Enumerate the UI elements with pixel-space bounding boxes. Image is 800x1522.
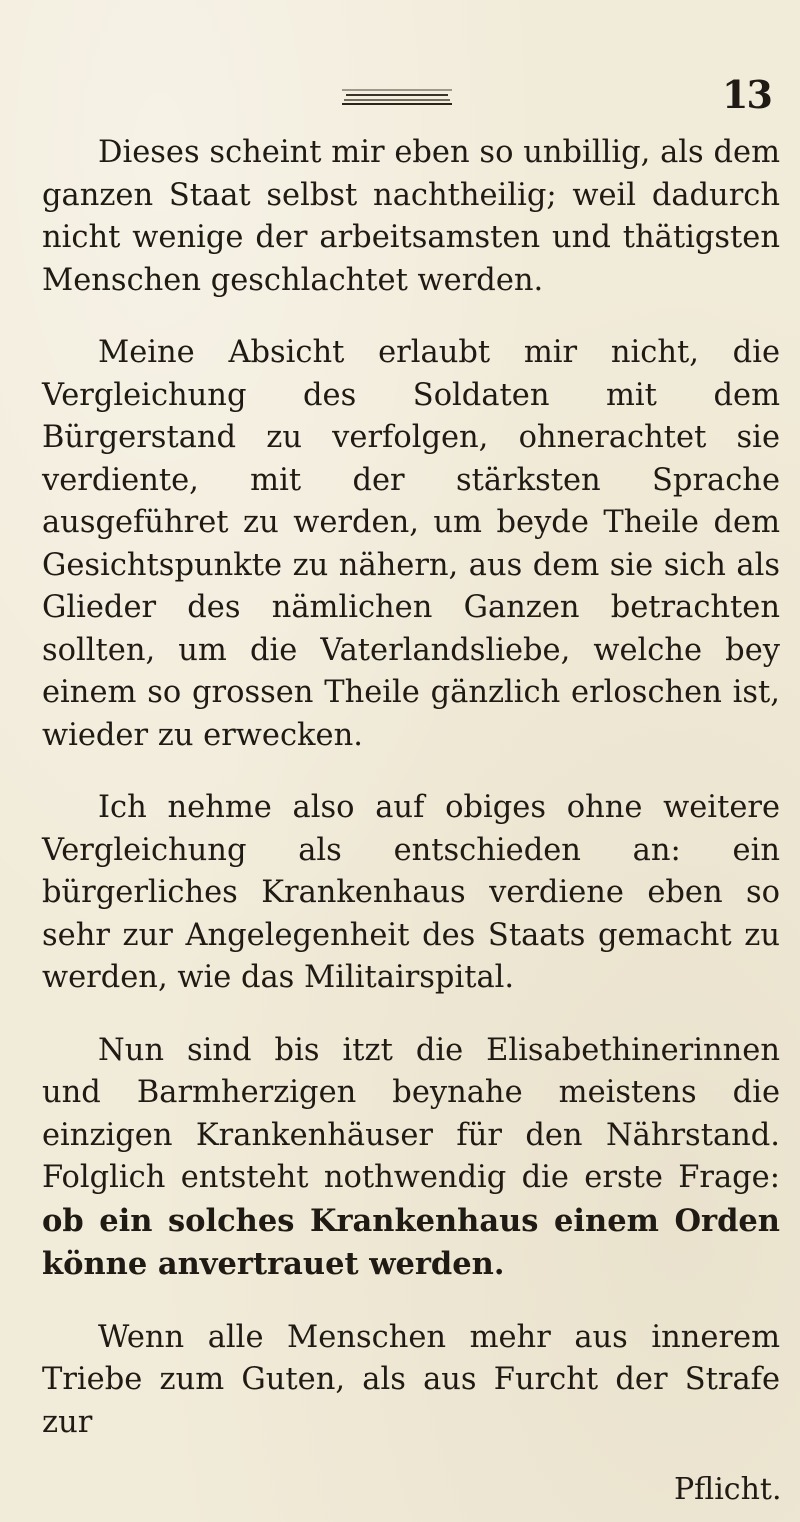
page-number: 13 [722,72,771,117]
paragraph-2: Meine Absicht erlaubt mir nicht, die Vergleichung des Soldaten mit dem Bürgerstand zu verfolgen, ohnerachtet sie verdiente, mit der stärksten Sprache ausgeführet zu werden, um beyde Theile dem Gesichtspunkte zu nähern, aus dem sie sich als Glieder des nämlichen Ganzen betrachten sollten, um die Vaterlandsliebe, welche bey einem so grossen Theile gänzlich erloschen ist, wieder zu erwecken. [42,335,780,753]
paragraph-3: Ich nehme also auf obiges ohne weitere Vergleichung als entschieden an: ein bürgerliches Krankenhaus verdiene eben so sehr zur Angelegenheit des Staats gemacht zu werden, wie das Militairspital. [42,790,780,995]
paragraph-4-text: Nun sind bis itzt die Elisabethinerinnen und Barmherzigen beynahe meistens die einzigen Krankenhäuser für den Nährstand. Folglich entsteht nothwendig die erste Frage: [42,1032,780,1195]
header-ornament [340,86,454,106]
catchword: Pflicht. [674,1472,782,1507]
paragraph-5: Wenn alle Menschen mehr aus innerem Triebe zum Guten, als aus Furcht der Strafe zur [42,1319,780,1440]
paragraph-1: Dieses scheint mir eben so unbillig, als dem ganzen Staat selbst nachtheilig; weil dadurch nicht wenige der arbeitsamsten und thätigsten Menschen geschlachtet werden. [42,135,780,298]
key-question: ob ein solches Krankenhaus einem Orden könne anvertrauet werden. [42,1202,780,1282]
body-text [42,132,780,1474]
paragraph-4 [42,1030,780,1287]
